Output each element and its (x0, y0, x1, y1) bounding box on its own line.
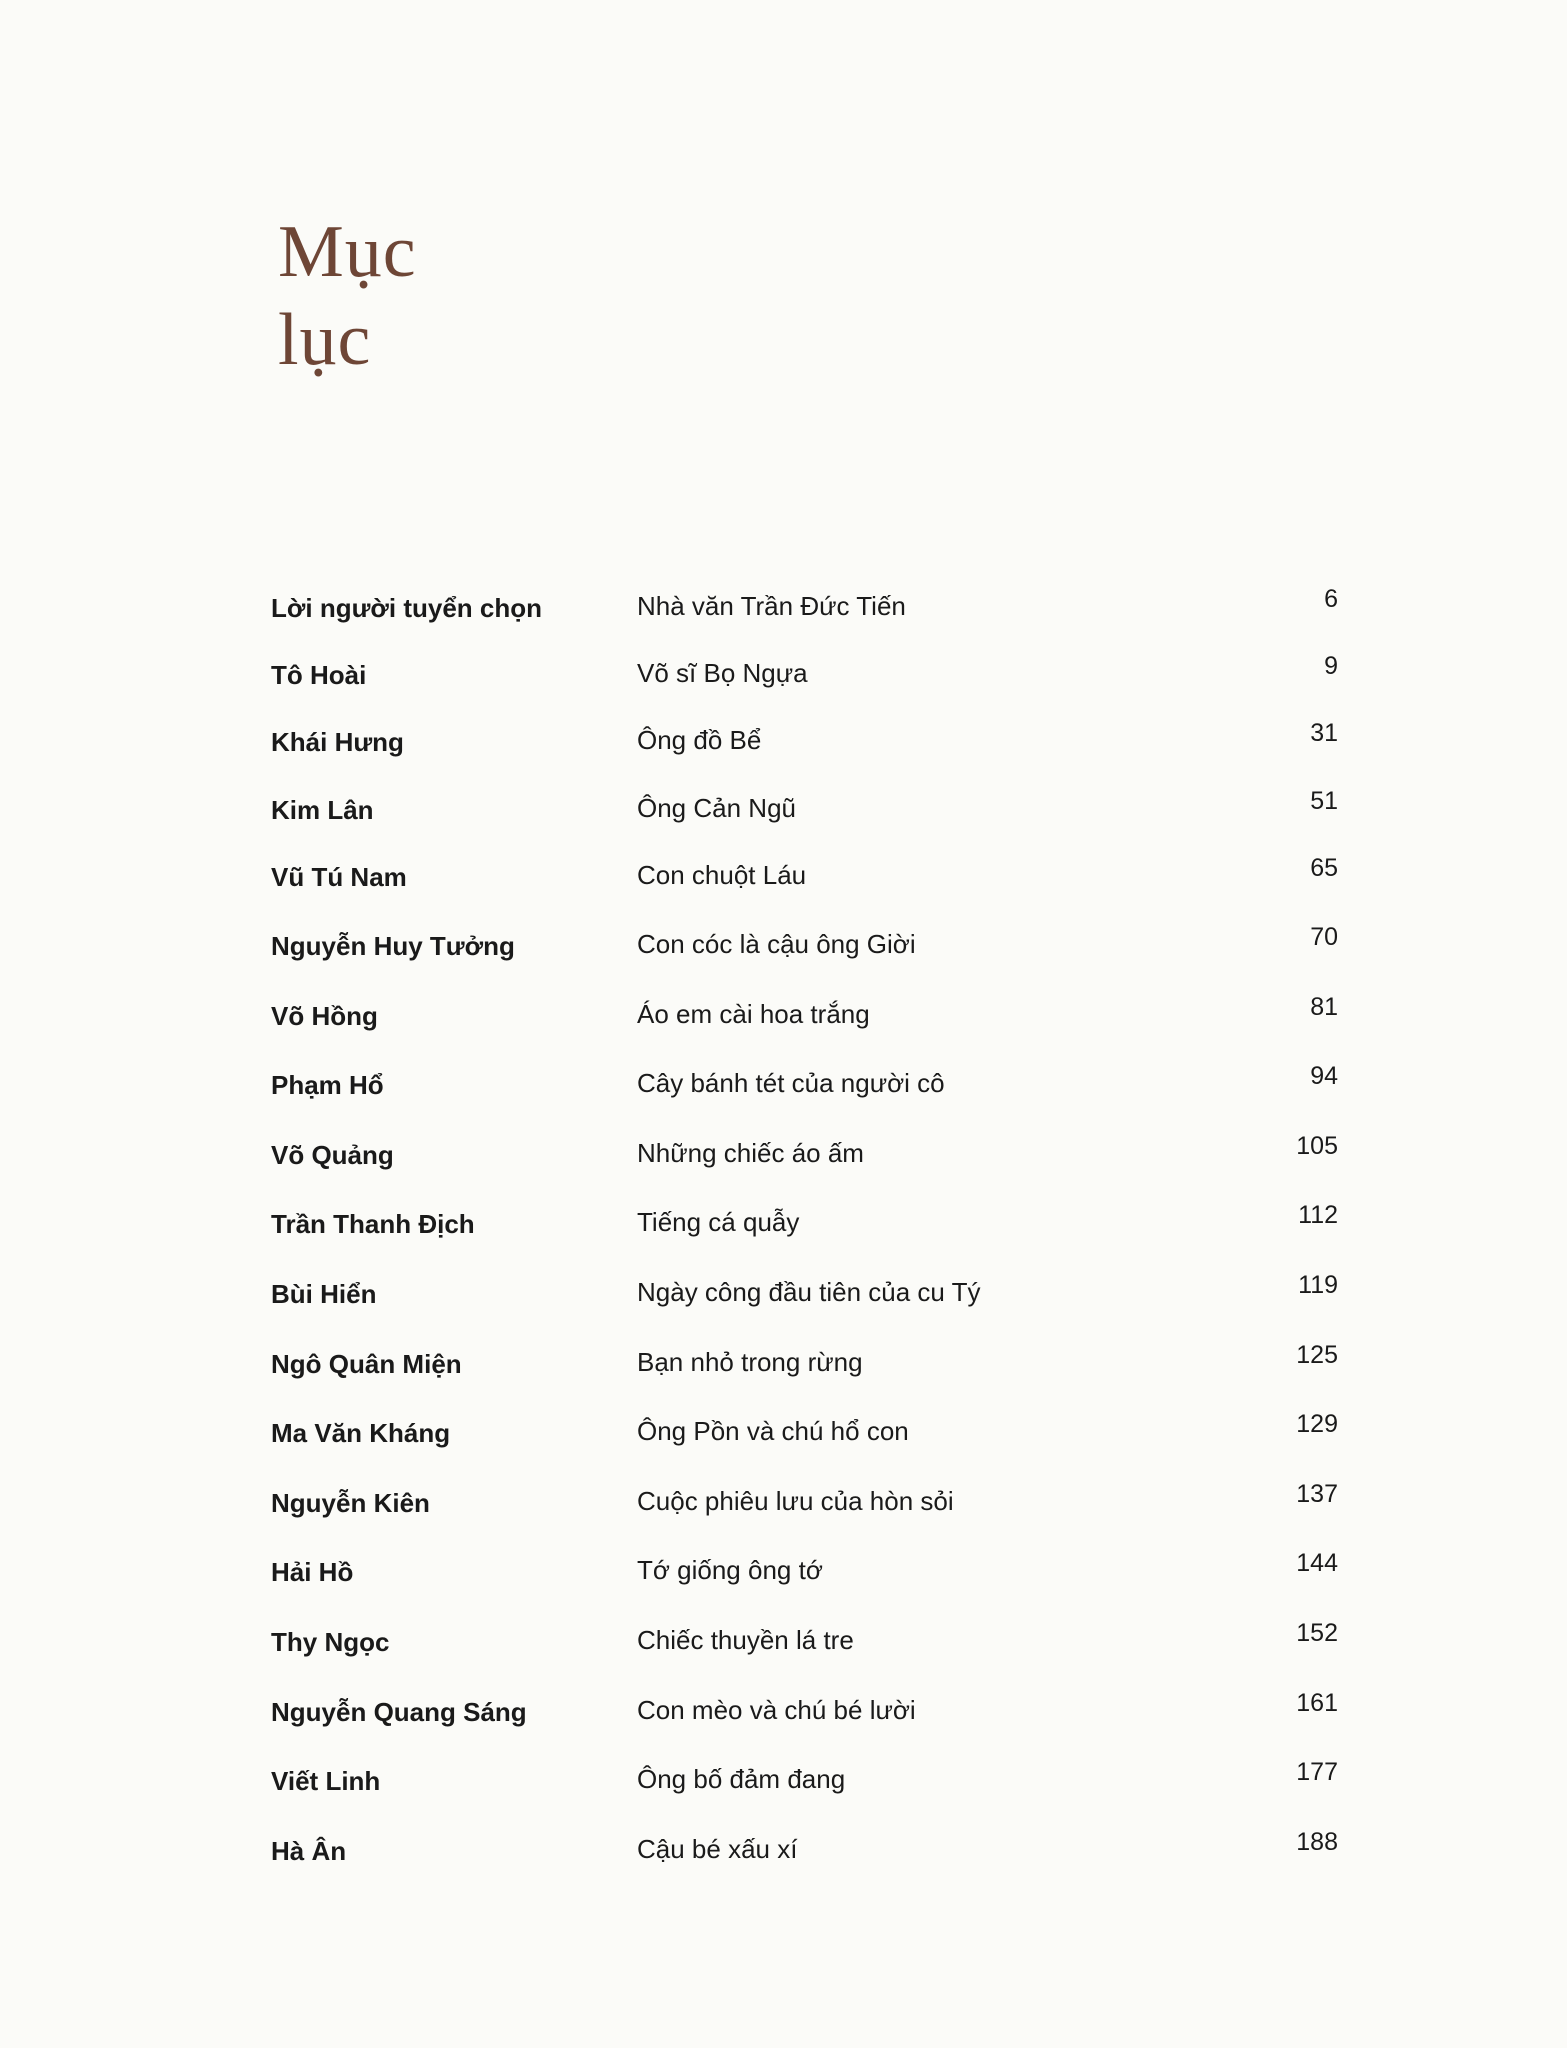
toc-author: Trần Thanh Địch (271, 1209, 475, 1240)
toc-entry (266, 1478, 1338, 1547)
toc-page-number: 105 (1296, 1131, 1338, 1160)
toc-story: Ông Pồn và chú hổ con (637, 1416, 909, 1447)
toc-story: Con chuột Láu (637, 860, 807, 891)
toc-story: Võ sĩ Bọ Ngựa (637, 657, 808, 688)
toc-author: Ngô Quân Miện (271, 1348, 462, 1379)
toc-author: Võ Quảng (271, 1139, 394, 1170)
toc-story: Áo em cài hoa trắng (637, 998, 870, 1029)
toc-story: Những chiếc áo ấm (637, 1137, 864, 1168)
toc-author: Phạm Hổ (271, 1070, 384, 1101)
toc-entry (266, 1756, 1338, 1825)
toc-author: Hà Ân (271, 1835, 347, 1866)
toc-story: Cuộc phiêu lưu của hòn sỏi (637, 1485, 954, 1516)
toc-page-number: 94 (1310, 1062, 1338, 1091)
toc-entry (266, 1408, 1338, 1477)
toc-page-number: 137 (1296, 1479, 1338, 1508)
toc-page-number: 129 (1296, 1410, 1338, 1439)
toc-author: Viết Linh (271, 1766, 381, 1797)
toc-page-number: 70 (1310, 922, 1338, 951)
toc-author: Khái Hưng (271, 727, 404, 758)
toc-page-number: 6 (1324, 585, 1338, 613)
toc-page-number: 188 (1296, 1827, 1338, 1856)
toc-entry (266, 1269, 1338, 1338)
table-of-contents (266, 583, 1338, 1886)
toc-story: Ông bố đảm đang (637, 1764, 846, 1795)
toc-author: Võ Hồng (271, 1000, 378, 1031)
toc-page-number: 31 (1310, 719, 1338, 748)
toc-entry (266, 583, 1338, 652)
toc-entry (266, 1547, 1338, 1616)
toc-author: Nguyễn Kiên (271, 1487, 430, 1518)
toc-entry (266, 1826, 1338, 1895)
toc-page-number: 144 (1296, 1549, 1338, 1578)
toc-entry (266, 1687, 1338, 1756)
toc-author: Tô Hoài (271, 659, 367, 690)
toc-page-number: 161 (1296, 1688, 1338, 1717)
toc-entry (266, 1339, 1338, 1408)
toc-page-number: 177 (1296, 1758, 1338, 1787)
toc-page-number: 51 (1310, 786, 1338, 815)
toc-entry (266, 650, 1338, 719)
toc-entry (266, 852, 1338, 921)
toc-page-number: 119 (1298, 1270, 1338, 1299)
page-title-line-2: lục (278, 299, 372, 381)
toc-story: Tiếng cá quẫy (637, 1207, 800, 1238)
toc-author: Hải Hồ (271, 1557, 354, 1588)
toc-page-number: 81 (1310, 992, 1338, 1021)
toc-author: Vũ Tú Nam (271, 862, 407, 893)
toc-story: Ông đồ Bể (637, 725, 762, 756)
toc-story: Con mèo và chú bé lười (637, 1694, 916, 1725)
toc-author: Nguyễn Huy Tưởng (271, 930, 515, 961)
toc-entry (266, 785, 1338, 854)
toc-page-number: 125 (1296, 1340, 1338, 1369)
toc-entry (266, 991, 1338, 1060)
toc-entry (266, 1199, 1338, 1268)
toc-story: Cây bánh tét của người cô (637, 1068, 945, 1099)
toc-story: Ông Cản Ngũ (637, 792, 796, 823)
toc-page-number: 65 (1310, 854, 1338, 883)
toc-entry (266, 1060, 1338, 1129)
toc-story: Cậu bé xấu xí (637, 1833, 798, 1864)
toc-page-number: 9 (1324, 651, 1338, 680)
toc-story: Con cóc là cậu ông Giời (637, 928, 916, 959)
toc-page-number: 152 (1296, 1618, 1338, 1647)
toc-story: Chiếc thuyền lá tre (637, 1624, 854, 1655)
toc-story: Nhà văn Trần Đức Tiến (637, 591, 906, 621)
toc-story: Ngày công đầu tiên của cu Tý (637, 1276, 981, 1307)
toc-author: Nguyễn Quang Sáng (271, 1696, 527, 1727)
toc-author: Ma Văn Kháng (271, 1418, 451, 1449)
toc-author: Thy Ngọc (271, 1626, 390, 1657)
toc-entry (266, 921, 1338, 990)
page-title (278, 208, 417, 384)
toc-page-number: 112 (1298, 1201, 1338, 1230)
page-title-line-1: Mục (278, 211, 417, 293)
toc-story: Tớ giống ông tớ (637, 1555, 823, 1586)
toc-entry (266, 717, 1338, 786)
toc-author: Bùi Hiển (271, 1278, 377, 1309)
toc-author: Lời người tuyển chọn (271, 593, 543, 623)
toc-story: Bạn nhỏ trong rừng (637, 1346, 863, 1377)
toc-entry (266, 1617, 1338, 1686)
toc-entry (266, 1130, 1338, 1199)
toc-author: Kim Lân (271, 794, 374, 825)
